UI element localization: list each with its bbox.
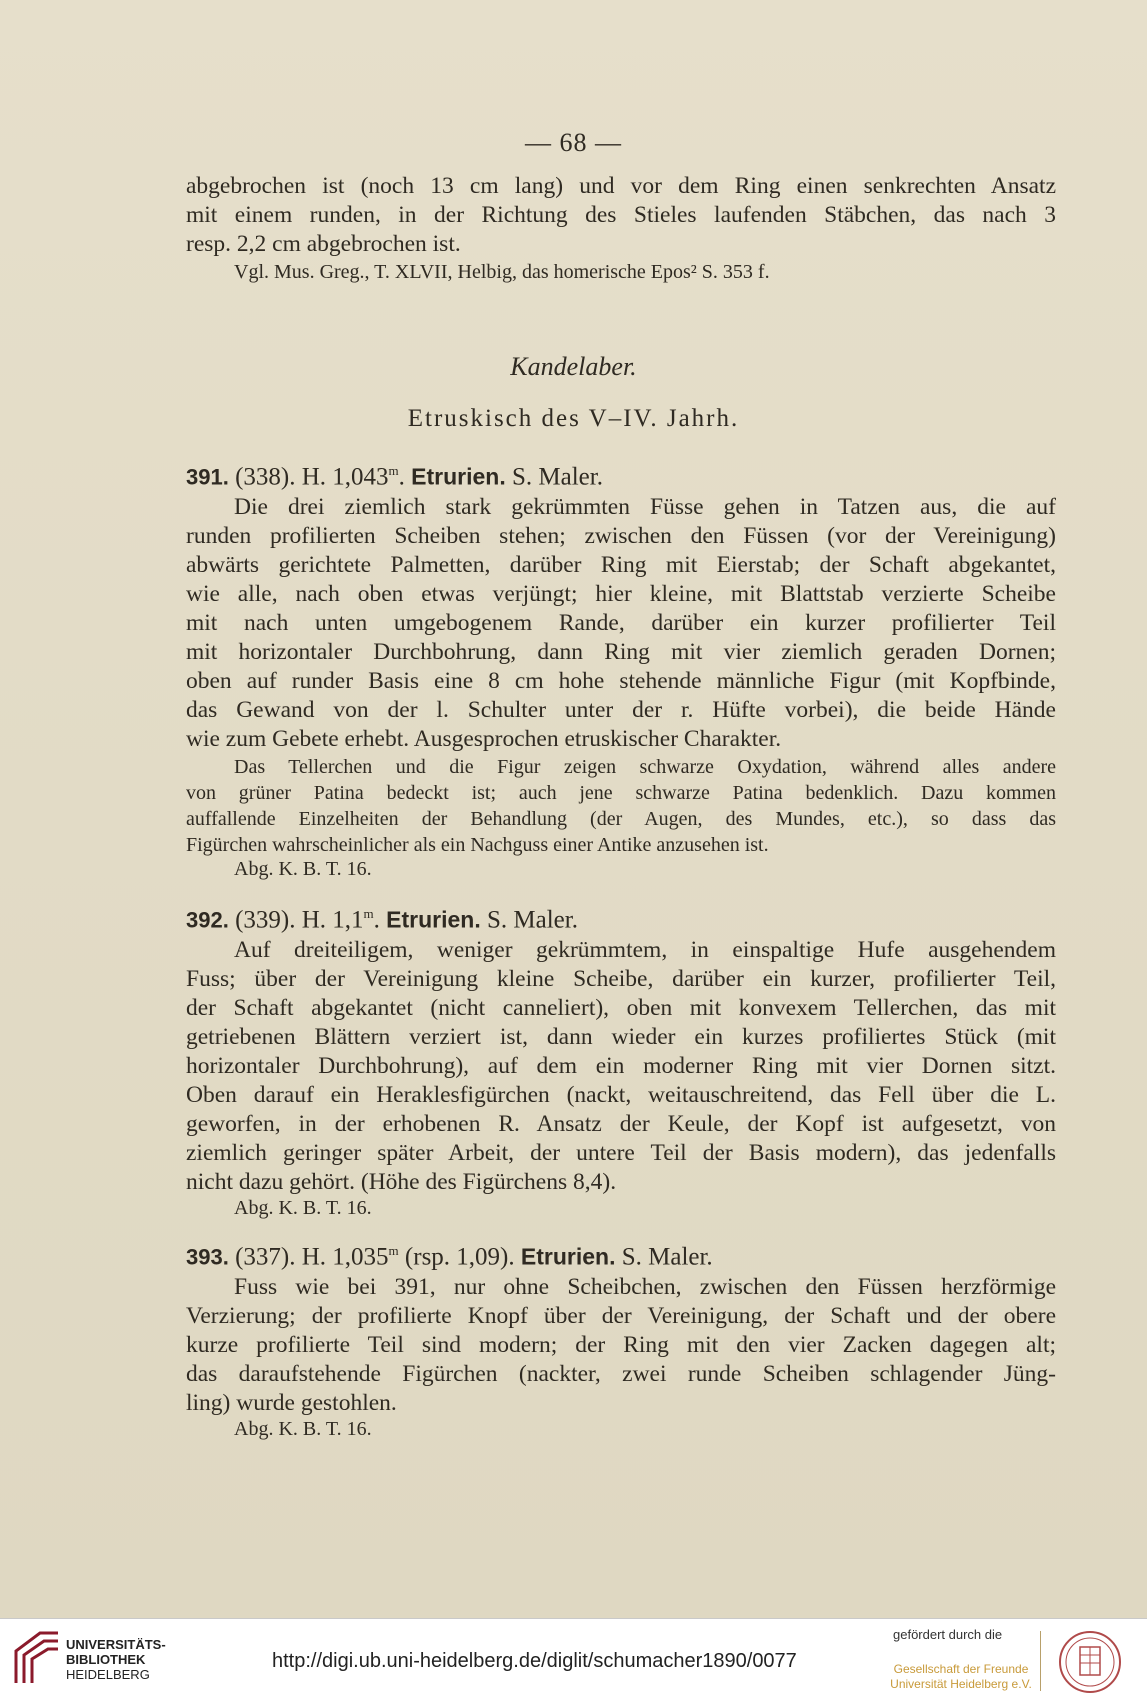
entry-line: mit horizontaler Durchbohrung, dann Ring mit vier ziemlich geraden Dornen; xyxy=(186,639,1056,666)
entry-source: S. Maler. xyxy=(512,463,603,491)
intro-line: abgebrochen ist (noch 13 cm lang) und vor dem Ring einen senkrechten Ansatz xyxy=(186,173,1056,199)
entry-line: ling) wurde gestohlen. xyxy=(186,1390,397,1417)
entry-line: wie zum Gebete erhebt. Ausgesprochen etruskischer Charakter. xyxy=(186,726,782,753)
entry-line: oben auf runder Basis eine 8 cm hohe stehende männliche Figur (mit Kopfbinde, xyxy=(186,668,1056,695)
unit-sup: m xyxy=(388,463,399,478)
university-seal-icon xyxy=(1056,1629,1124,1695)
entry-line: Die drei ziemlich stark gekrümmten Füsse gehen in Tatzen aus, die auf xyxy=(234,494,1056,521)
sponsor-name-line: Gesellschaft der Freunde xyxy=(893,1662,1029,1676)
footer-divider xyxy=(1040,1631,1041,1691)
entry-note-line: Figürchen wahrscheinlicher als ein Nachguss einer Antike anzusehen ist. xyxy=(186,834,769,857)
entry-note-line: von grüner Patina bedeckt ist; auch jene schwarze Patina bedenklich. Dazu kommen xyxy=(186,782,1056,805)
entry-source: S. Maler. xyxy=(487,906,578,934)
entry-line: Fuss; über der Vereinigung kleine Scheibe, darüber ein kurzer, profilierter Teil, xyxy=(186,966,1056,993)
intro-reference: Vgl. Mus. Greg., T. XLVII, Helbig, das homerische Epos² S. 353 f. xyxy=(234,261,770,283)
sponsor-name-line: Universität Heidelberg e.V. xyxy=(890,1677,1032,1691)
library-name-line: BIBLIOTHEK xyxy=(66,1652,146,1667)
intro-paragraph xyxy=(186,172,1056,285)
footer-bar xyxy=(0,1618,1147,1701)
entry-393 xyxy=(186,1235,1056,1441)
entry-line: wie alle, nach oben etwas verjüngt; hier kleine, mit Blattstab verzierte Scheibe xyxy=(186,581,1056,608)
entry-heading xyxy=(186,455,1056,493)
entry-line: der Schaft abgekantet (nicht canneliert), oben mit konvexem Tellerchen, das mit xyxy=(186,995,1056,1022)
entry-height-suffix: . xyxy=(373,906,380,934)
entry-note-line: auffallende Einzelheiten der Behandlung (der Augen, des Mundes, etc.), so dass das xyxy=(186,808,1056,831)
entry-line: horizontaler Durchbohrung), auf dem ein moderner Ring mit vier Dornen sitzt. xyxy=(186,1053,1056,1080)
entry-line: mit nach unten umgebogenem Rande, darüber ein kurzer profilierter Teil xyxy=(186,610,1056,637)
entry-place: Etrurien. xyxy=(386,906,481,933)
entry-line: geworfen, in der erhobenen R. Ansatz der Keule, der Kopf ist aufgesetzt, von xyxy=(186,1111,1056,1138)
entry-line: Verzierung; der profilierte Knopf über der Vereinigung, der Schaft und der obere xyxy=(186,1303,1056,1330)
entry-place: Etrurien. xyxy=(411,463,506,490)
entry-line: das Gewand von der l. Schulter unter der r. Hüfte vorbei), die beide Hände xyxy=(186,697,1056,724)
section-subtitle: Etruskisch des V–IV. Jahrh. xyxy=(407,405,740,432)
entry-number: 392. xyxy=(186,907,229,933)
entry-line: runden profilierten Scheiben stehen; zwischen den Füssen (vor der Vereinigung) xyxy=(186,523,1056,550)
entry-line: abwärts gerichtete Palmetten, darüber Ring mit Eierstab; der Schaft abgekantet, xyxy=(186,552,1056,579)
entry-illustration-ref: Abg. K. B. T. 16. xyxy=(234,858,372,881)
entry-number: 393. xyxy=(186,1244,229,1270)
entry-391 xyxy=(186,455,1056,881)
entry-line: Fuss wie bei 391, nur ohne Scheibchen, zwischen den Füssen herzförmige xyxy=(234,1274,1056,1301)
intro-line: resp. 2,2 cm abgebrochen ist. xyxy=(186,231,461,257)
entry-heading xyxy=(186,1235,1056,1273)
sponsor-label: gefördert durch die xyxy=(893,1627,1003,1642)
sponsor-name xyxy=(886,1662,1036,1692)
entry-height: (339). H. 1,1 xyxy=(235,906,364,934)
entry-note-line: Das Tellerchen und die Figur zeigen schwarze Oxydation, während alles andere xyxy=(234,756,1056,779)
entry-heading xyxy=(186,898,1056,936)
page-number: — 68 — xyxy=(525,128,622,157)
entry-source: S. Maler. xyxy=(621,1243,713,1271)
entry-line: Oben darauf ein Heraklesfigürchen (nackt, weitauschreitend, das Fell über die L. xyxy=(186,1082,1056,1109)
entry-height-suffix: (rsp. 1,09). xyxy=(398,1243,515,1271)
section-title: Kandelaber. xyxy=(510,352,637,381)
intro-line: mit einem runden, in der Richtung des Stieles laufenden Stäbchen, das nach 3 xyxy=(186,202,1056,228)
entry-line: das daraufstehende Figürchen (nackter, zwei runde Scheiben schlagender Jüng- xyxy=(186,1361,1056,1388)
permalink-url[interactable]: http://digi.ub.uni-heidelberg.de/diglit/schumacher1890/0077 xyxy=(272,1650,797,1672)
entry-illustration-ref: Abg. K. B. T. 16. xyxy=(234,1197,372,1220)
entry-place: Etrurien. xyxy=(520,1243,616,1270)
entry-illustration-ref: Abg. K. B. T. 16. xyxy=(234,1418,372,1441)
entry-392 xyxy=(186,898,1056,1220)
entry-height: (338). H. 1,043 xyxy=(235,463,389,491)
entry-height: (337). H. 1,035 xyxy=(235,1243,389,1271)
entry-line: ziemlich geringer später Arbeit, der untere Teil der Basis modern), das jedenfalls xyxy=(186,1140,1056,1167)
entry-line: getriebenen Blättern verziert ist, dann wieder ein kurzes profiliertes Stück (mit xyxy=(186,1024,1056,1051)
unit-sup: m xyxy=(363,906,374,921)
entry-number: 391. xyxy=(186,464,229,490)
library-name-line: UNIVERSITÄTS- xyxy=(66,1637,166,1652)
unit-sup: m xyxy=(388,1243,399,1258)
entry-height-suffix: . xyxy=(398,463,405,491)
library-name-line: HEIDELBERG xyxy=(66,1667,150,1682)
entry-line: kurze profilierte Teil sind modern; der Ring mit den vier Zacken dagegen alt; xyxy=(186,1332,1056,1359)
entry-line: Auf dreiteiligem, weniger gekrümmtem, in einspaltige Hufe ausgehendem xyxy=(234,937,1056,964)
entry-line: nicht dazu gehört. (Höhe des Figürchens 8,4). xyxy=(186,1169,617,1196)
library-name xyxy=(66,1637,166,1682)
library-logo-icon xyxy=(10,1629,64,1689)
